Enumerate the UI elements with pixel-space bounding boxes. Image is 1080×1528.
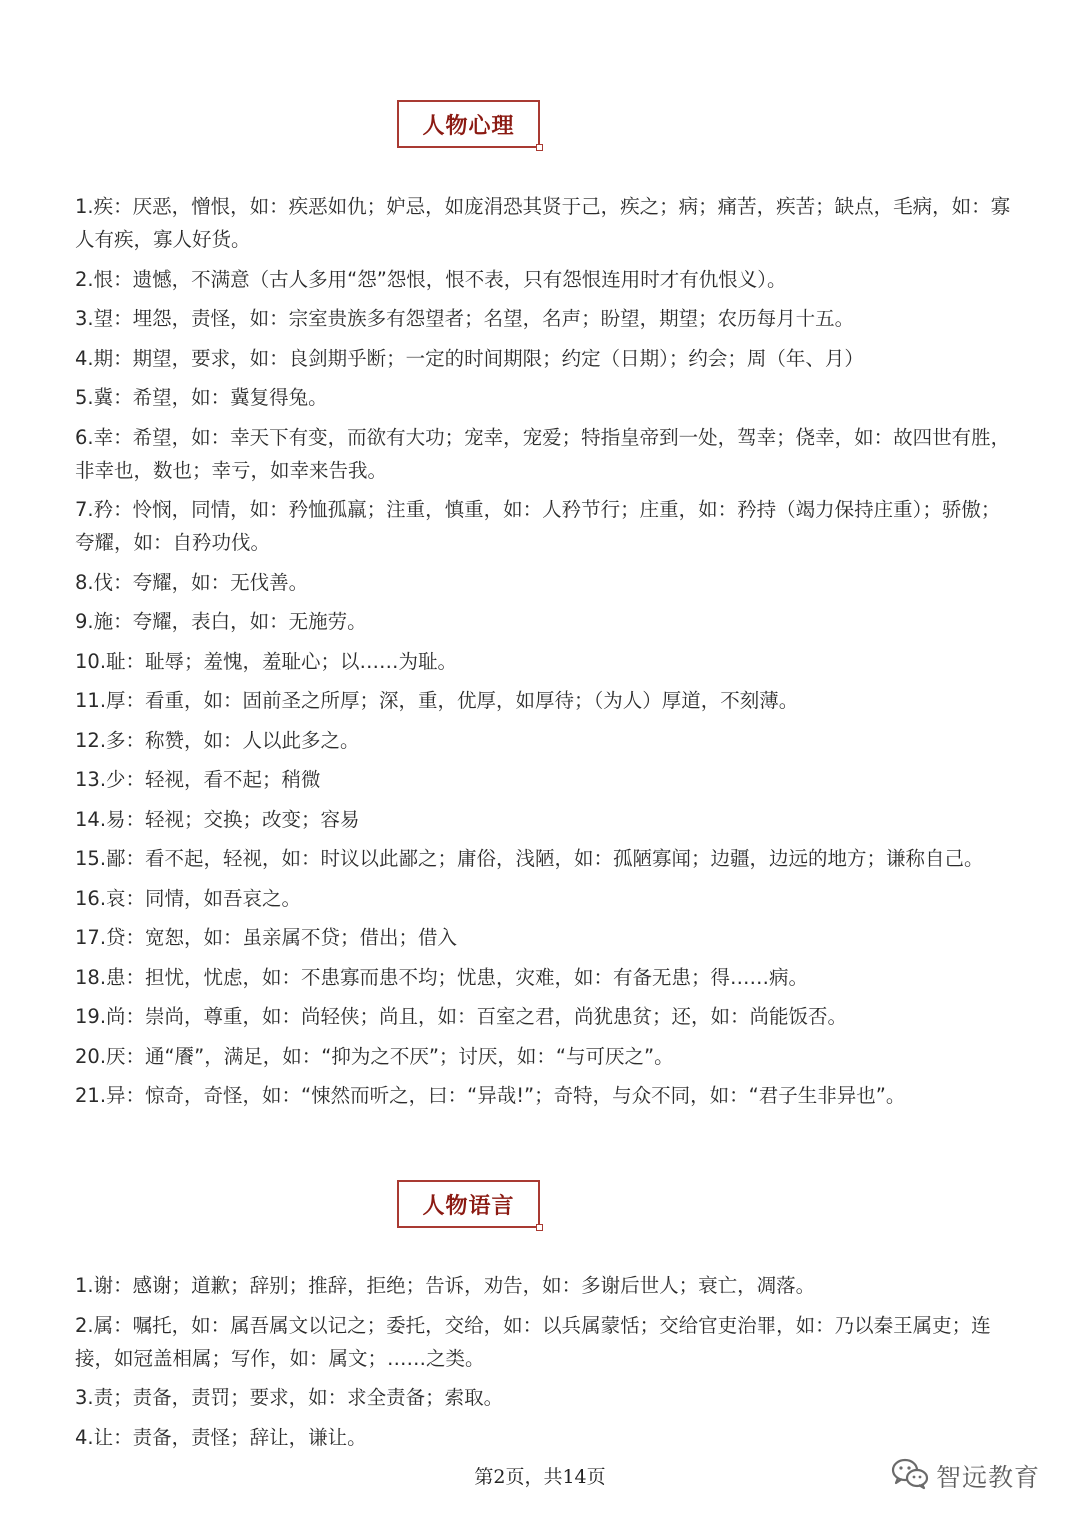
entry-item: 8.伐：夸耀，如：无伐善。	[75, 570, 309, 594]
entry-item: 19.尚：崇尚，尊重，如：尚轻侠；尚且，如：百室之君，尚犹患贫；还，如：尚能饭否。	[75, 1005, 848, 1028]
entry-item: 15.鄙：看不起，轻视，如：时议以此鄙之；庸俗，浅陋，如：孤陋寡闻；边疆，边远的地方；谦称自己。	[75, 847, 984, 870]
section-title: 人物心理	[422, 113, 515, 139]
entry-item: 7.矜：怜悯，同情，如：矜恤孤羸；注重，慎重，如：人矜节行；庄重，如：矜持（竭力保持庄重）；骄傲；夸耀，如：自矜功伐。	[75, 498, 1001, 554]
entry-item: 5.冀：希望，如：冀复得兔。	[75, 386, 328, 409]
entry-list-psychology	[75, 190, 1015, 1119]
entry-item: 4.让：责备，责怪；辞让，谦让。	[75, 1425, 367, 1449]
entry-item: 18.患：担忧，忧虑，如：不患寡而患不均；忧患，灾难，如：有备无患；得……病。	[75, 965, 809, 989]
entry-item: 3.望：埋怨，责怪，如：宗室贵族多有怨望者；名望，名声；盼望，期望；农历每月十五。	[75, 307, 855, 330]
entry-item: 20.厌：通“餍”，满足，如：“抑为之不厌”；讨厌，如：“与可厌之”。	[75, 1044, 674, 1068]
entry-item: 1.疾：厌恶，憎恨，如：疾恶如仇；妒忌，如庞涓恐其贤于己，疾之；病；痛苦，疾苦；缺点，毛病，如：寡人有疾，寡人好货。	[75, 195, 1011, 251]
entry-item: 12.多：称赞，如：人以此多之。	[75, 728, 360, 752]
header-corner-decoration	[536, 144, 543, 151]
page-number: 第2页，共14页	[474, 1466, 606, 1488]
watermark-text: 智远教育	[936, 1463, 1041, 1492]
entry-item: 6.幸：希望，如：幸天下有变，而欲有大功；宠幸，宠爱；特指皇帝到一处，驾幸；侥幸，如：故四世有胜，非幸也，数也；幸亏，如幸来告我。	[75, 425, 1011, 482]
section-header-speech	[397, 1180, 540, 1228]
entry-item: 13.少：轻视，看不起；稍微	[75, 768, 321, 791]
entry-item: 16.哀：同情，如吾哀之。	[75, 886, 302, 910]
entry-item: 4.期：期望，要求，如：良剑期乎断；一定的时间期限；约定（日期）；约会；周（年、月）	[75, 346, 864, 370]
entry-item: 21.异：惊奇，奇怪，如：“悚然而听之，曰：“异哉!”；奇特，与众不同，如：“君子生非异也”。	[75, 1084, 906, 1107]
entry-item: 2.属：嘱托，如：属吾属文以记之；委托，交给，如：以兵属蒙恬；交给官吏治罪，如：乃以秦王属吏；连接，如冠盖相属；写作，如：属文；……之类。	[75, 1313, 991, 1370]
section-header-psychology	[397, 100, 540, 148]
entry-item: 11.厚：看重，如：固前圣之所厚；深，重，优厚，如厚待；（为人）厚道，不刻薄。	[75, 689, 799, 712]
header-corner-decoration	[536, 1224, 543, 1231]
entry-item: 1.谢：感谢；道歉；辞别；推辞，拒绝；告诉，劝告，如：多谢后世人；衰亡，凋落。	[75, 1274, 816, 1297]
entry-item: 14.易：轻视；交换；改变；容易	[75, 807, 360, 831]
entry-item: 10.耻：耻辱；羞愧，羞耻心；以……为耻。	[75, 649, 458, 673]
entry-item: 17.贷：宽恕，如：虽亲属不贷；借出；借入	[75, 926, 458, 949]
entry-item: 3.责；责备，责罚；要求，如：求全责备；索取。	[75, 1386, 504, 1409]
entry-item: 9.施：夸耀，表白，如：无施劳。	[75, 610, 367, 633]
watermark	[890, 1456, 1040, 1496]
section-title: 人物语言	[422, 1193, 515, 1219]
wechat-icon	[890, 1456, 930, 1496]
entry-item: 2.恨：遗憾，不满意（古人多用“怨”怨恨，恨不表，只有怨恨连用时才有仇恨义）。	[75, 267, 787, 291]
entry-list-speech	[75, 1269, 1015, 1460]
